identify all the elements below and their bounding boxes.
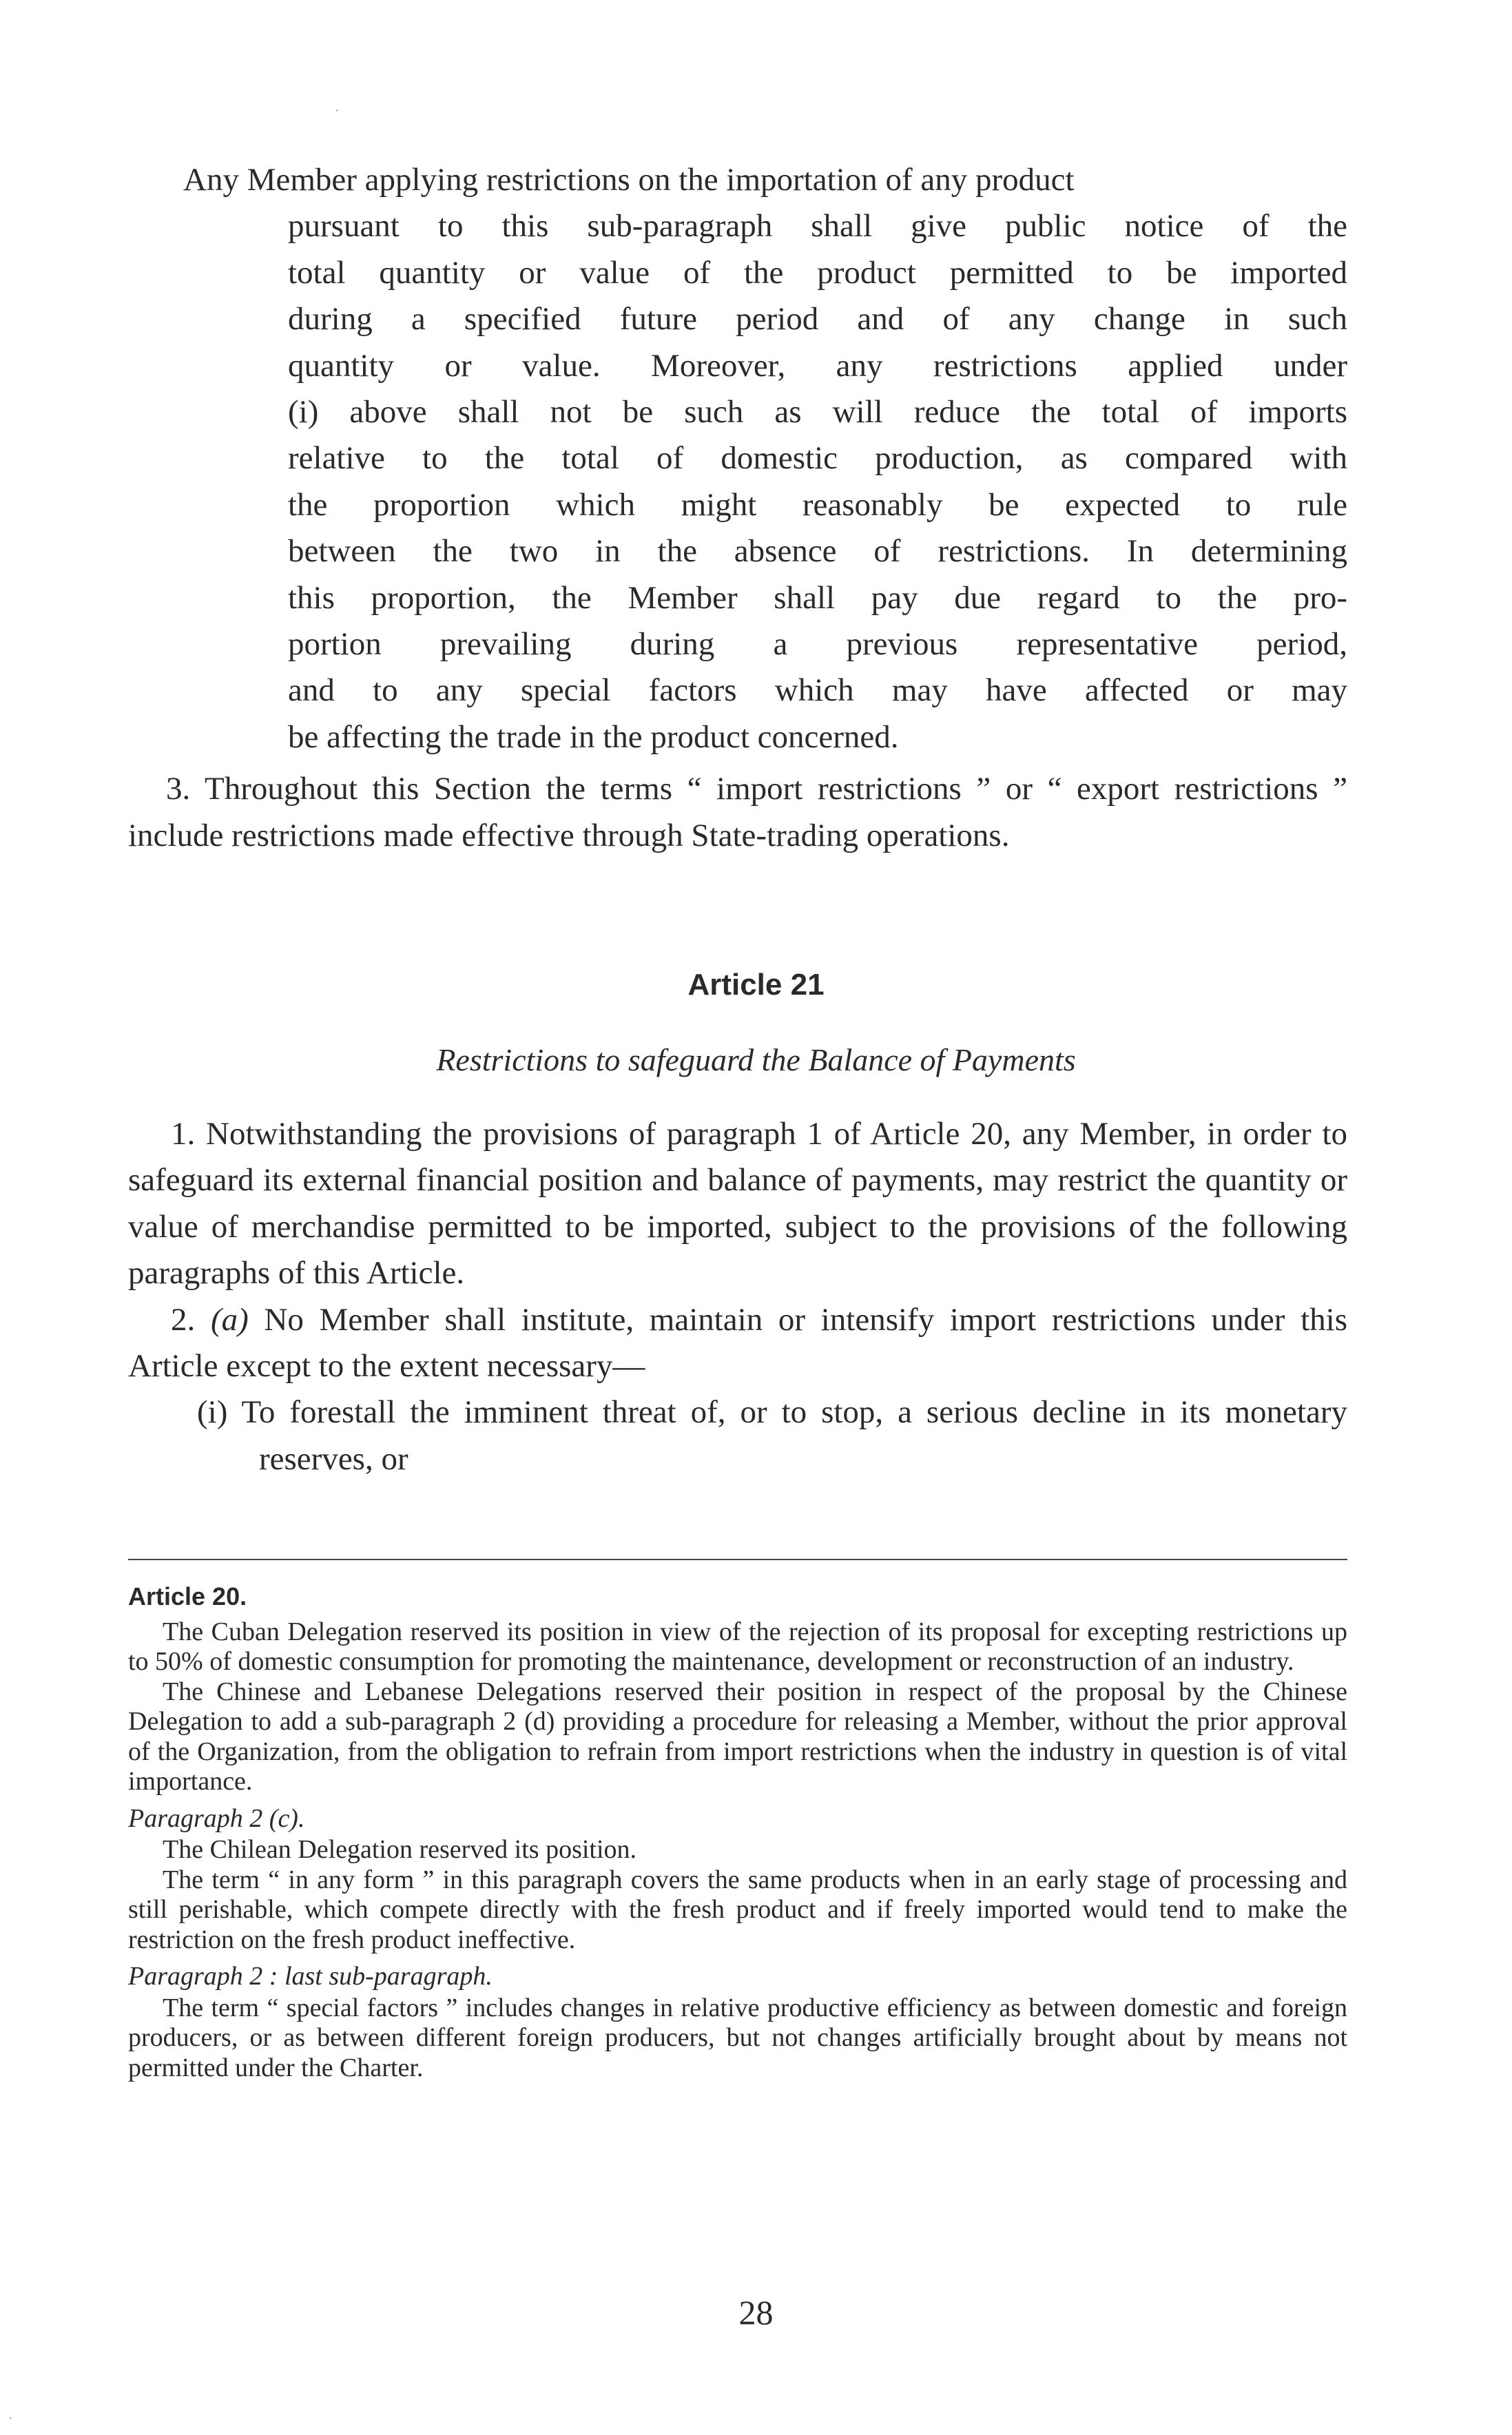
para-line: quantity or value. Moreover, any restrictions applied under	[288, 347, 1347, 384]
article-para-1: 1. Notwithstanding the provisions of paragraph 1 of Article 20, any Member, in order to safeguard its external financial position and balance of payments, may restrict the quantity or value of merchandise permitted to be imported, subject to the provisions of the following paragraphs of this Article.	[128, 1116, 1347, 1292]
para-2-text: No Member shall institute, maintain or intensify import restrictions under this Article except to the extent necessary—	[128, 1301, 1348, 1385]
footnote-divider	[128, 1559, 1347, 1560]
para-2-label: (a)	[210, 1301, 249, 1338]
note-cuban: The Cuban Delegation reserved its position in view of the rejection of its proposal for excepting restrictions up to 50% of domestic consumption for promoting the maintenance, development or reconstruction of an industry.	[128, 1617, 1347, 1676]
footnotes	[128, 1582, 1347, 2083]
para-line: total quantity or value of the product permitted to be imported	[288, 254, 1347, 291]
item-i-text: To forestall the imminent threat of, or to stop, a serious decline in its monetary reserves, or	[241, 1394, 1347, 1477]
scan-mark-top: ·	[335, 103, 340, 118]
article-item-i	[128, 1389, 1347, 1482]
para-line: Any Member applying restrictions on the importation of any product	[183, 162, 1075, 198]
para-2-number: 2.	[171, 1301, 196, 1338]
note-subheading-2c: Paragraph 2 (c).	[128, 1803, 305, 1833]
para-line: this proportion, the Member shall pay due regard to the pro-	[288, 579, 1347, 616]
scan-mark-bottom: ·	[8, 2411, 13, 2426]
para-line: and to any special factors which may have affected or may	[288, 672, 1347, 709]
article-title: Article 21	[687, 968, 825, 1002]
para-line: portion prevailing during a previous representative period,	[288, 626, 1347, 663]
note-chilean: The Chilean Delegation reserved its position.	[163, 1835, 637, 1864]
note-in-any-form: The term “ in any form ” in this paragraph covers the same products when in an early stage of processing and still perishable, which compete directly with the fresh product and if freely imported would tend to make the restriction on the fresh product ineffective.	[128, 1865, 1347, 1954]
article-subtitle: Restrictions to safeguard the Balance of Payments	[436, 1042, 1076, 1077]
note-chinese-lebanese: The Chinese and Lebanese Delegations reserved their position in respect of the proposal by the Chinese Delegation to add a sub-paragraph 2 (d) providing a procedure for releasing a Member, without the prior approval of the Organization, from the obligation to refrain from import restrictions when the industry in question is of vital importance.	[128, 1677, 1347, 1796]
section-terms-paragraph: 3. Throughout this Section the terms “ import restrictions ” or “ export restrictions ” include restrictions made effective through State-trading operations.	[128, 771, 1347, 853]
para-line: the proportion which might reasonably be expected to rule	[288, 486, 1347, 523]
continued-paragraph	[128, 157, 1347, 859]
para-line: relative to the total of domestic production, as compared with	[288, 440, 1347, 477]
para-line: (i) above shall not be such as will reduce the total of imports	[288, 394, 1347, 431]
note-special-factors: The term “ special factors ” includes changes in relative productive efficiency as between domestic and foreign producers, or as between different foreign producers, but not changes artificially brought about by means not permitted under the Charter.	[128, 1993, 1347, 2082]
item-i-number: (i)	[197, 1394, 228, 1431]
page-number: 28	[738, 2293, 774, 2332]
para-line: during a specified future period and of any change in such	[288, 301, 1347, 338]
article-para-2	[128, 1297, 1347, 1390]
note-heading: Article 20.	[128, 1582, 247, 1610]
para-line: pursuant to this sub-paragraph shall give public notice of the	[288, 208, 1347, 245]
article-body	[128, 1111, 1347, 1482]
note-subheading-last: Paragraph 2 : last sub-paragraph.	[128, 1962, 493, 1991]
para-line: between the two in the absence of restrictions. In determining	[288, 533, 1347, 570]
para-line: be affecting the trade in the product concerned.	[288, 718, 899, 755]
